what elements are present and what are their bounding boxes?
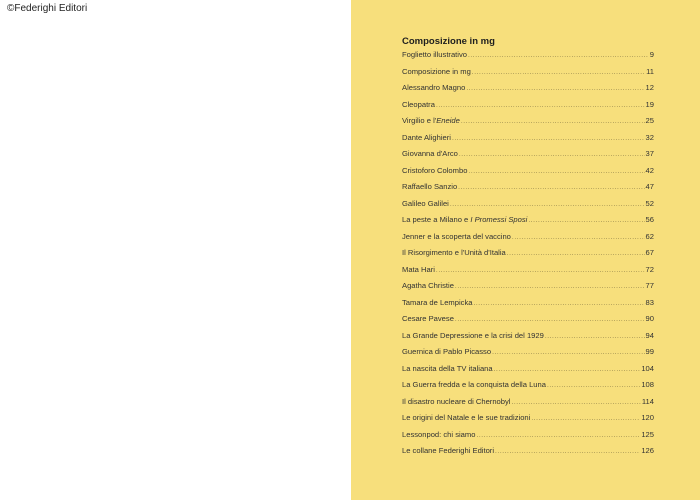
toc-entry-title	[402, 248, 506, 257]
toc-leader-dots	[436, 102, 645, 109]
toc-leader-dots	[466, 85, 644, 92]
toc-entry[interactable]	[402, 199, 654, 216]
toc-entry[interactable]	[402, 380, 654, 397]
toc-entry-title	[402, 314, 454, 323]
toc-entry-title-part: Agatha Christie	[402, 281, 454, 290]
toc-leader-dots	[458, 184, 644, 191]
copyright-notice: ©Federighi Editori	[7, 3, 88, 14]
toc-leader-dots	[528, 217, 644, 224]
toc-entry[interactable]	[402, 116, 654, 133]
toc-entry-page: 42	[645, 165, 654, 175]
toc-leader-dots	[455, 283, 645, 290]
toc-entry-page: 90	[645, 314, 654, 323]
toc-entry-title-part: Galileo Galilei	[402, 198, 449, 208]
toc-entry-page: 125	[641, 429, 654, 439]
toc-entry[interactable]	[402, 83, 654, 100]
toc-entry-page: 94	[645, 330, 654, 340]
toc-entry-title	[402, 380, 546, 389]
toc-entry-title	[402, 133, 451, 142]
toc-entry-title	[402, 413, 530, 422]
toc-entry-page: 56	[645, 215, 654, 224]
toc-entry-title	[402, 100, 435, 109]
toc-title: Composizione in mg	[402, 36, 495, 47]
toc-entry[interactable]	[402, 397, 654, 414]
toc-entry[interactable]	[402, 446, 654, 463]
toc-leader-dots	[474, 300, 645, 307]
toc-entry-page: 9	[649, 50, 654, 59]
toc-entry[interactable]	[402, 298, 654, 315]
toc-leader-dots	[459, 151, 645, 158]
toc-leader-dots	[450, 201, 645, 208]
toc-entry-title	[402, 232, 511, 241]
toc-entry-title	[402, 446, 494, 455]
toc-entry-page: 52	[645, 198, 654, 208]
toc-entry-title-part: Foglietto illustrativo	[402, 50, 467, 59]
toc-entry-page: 99	[645, 347, 654, 356]
toc-entry-title-part: Giovanna d'Arco	[402, 149, 458, 158]
toc-leader-dots	[492, 349, 644, 356]
toc-entry-title-part: Mata Hari	[402, 264, 435, 274]
toc-entry-title	[402, 265, 435, 274]
toc-entry-title-part: La peste a Milano e	[402, 215, 471, 224]
toc-leader-dots	[531, 415, 640, 422]
toc-entry-title-part: Le origini del Natale e le sue tradizioni	[402, 413, 531, 422]
toc-entry-title	[402, 298, 473, 307]
toc-entry-title-part: Guernica di Pablo Picasso	[402, 347, 492, 356]
toc-entry[interactable]	[402, 364, 654, 381]
toc-leader-dots	[512, 234, 645, 241]
toc-entry-title-part: Lessonpod: chi siamo	[402, 429, 476, 439]
toc-entry[interactable]	[402, 133, 654, 150]
toc-entry-title-part: Composizione in mg	[402, 66, 471, 76]
toc-entry[interactable]	[402, 314, 654, 331]
toc-entry-title	[402, 67, 471, 76]
toc-entry-title	[402, 182, 457, 191]
toc-entry-page: 32	[645, 132, 654, 142]
toc-list	[402, 50, 654, 463]
toc-entry-title-part: La Guerra fredda e la conquista della Luna	[402, 380, 546, 389]
toc-leader-dots	[511, 399, 640, 406]
toc-entry-title-part: Alessandro Magno	[402, 83, 466, 92]
toc-leader-dots	[472, 69, 645, 76]
toc-entry[interactable]	[402, 149, 654, 166]
toc-entry-page: 83	[645, 297, 654, 307]
toc-entry[interactable]	[402, 215, 654, 232]
toc-entry-title-part: Jenner e la scoperta del vaccino	[402, 231, 511, 241]
toc-entry-title-italic: Eneide	[436, 116, 460, 125]
toc-entry[interactable]	[402, 248, 654, 265]
toc-entry-page: 47	[645, 182, 654, 191]
toc-entry-page: 126	[641, 446, 654, 455]
toc-entry-title-part: La nascita della TV italiana	[402, 363, 493, 373]
toc-entry-page: 12	[645, 83, 654, 92]
toc-entry[interactable]	[402, 265, 654, 282]
toc-entry-title	[402, 83, 465, 92]
toc-entry-title-part: Il disastro nucleare di Chernobyl	[402, 396, 511, 406]
toc-entry-title	[402, 364, 493, 373]
toc-entry[interactable]	[402, 413, 654, 430]
toc-entry[interactable]	[402, 182, 654, 199]
toc-leader-dots	[495, 448, 640, 455]
toc-leader-dots	[461, 118, 645, 125]
toc-entry[interactable]	[402, 347, 654, 364]
toc-entry-page: 25	[645, 116, 654, 125]
right-page	[351, 0, 700, 500]
toc-entry-title	[402, 397, 510, 406]
toc-entry-title-part: Tamara de Lempicka	[402, 297, 473, 307]
toc-entry-title-part: La Grande Depressione e la crisi del 1929	[402, 330, 544, 340]
toc-entry[interactable]	[402, 50, 654, 67]
toc-entry-page: 37	[645, 149, 654, 158]
toc-entry-page: 120	[641, 413, 654, 422]
toc-entry-title-part: Il Risorgimento e l'Unità d'Italia	[402, 248, 506, 257]
toc-entry-page: 114	[641, 396, 654, 406]
toc-leader-dots	[455, 316, 645, 323]
toc-leader-dots	[468, 52, 649, 59]
toc-entry-title-part: Virgilio e l'	[402, 116, 437, 125]
toc-entry-title	[402, 430, 475, 439]
toc-leader-dots	[507, 250, 645, 257]
toc-entry-title	[402, 166, 467, 175]
toc-entry[interactable]	[402, 67, 654, 84]
toc-entry-title-part: Cleopatra	[402, 99, 435, 109]
toc-entry[interactable]	[402, 232, 654, 249]
toc-entry-title	[402, 331, 544, 340]
toc-entry-title-part: Le collane Federighi Editori	[402, 446, 495, 455]
toc-entry-page: 62	[645, 231, 654, 241]
toc-leader-dots	[545, 333, 645, 340]
toc-entry-title	[402, 199, 449, 208]
toc-entry[interactable]	[402, 281, 654, 298]
toc-entry-title	[402, 215, 527, 224]
toc-entry[interactable]	[402, 331, 654, 348]
toc-entry-title	[402, 281, 454, 290]
toc-entry[interactable]	[402, 166, 654, 183]
toc-entry-title	[402, 149, 458, 158]
toc-leader-dots	[436, 267, 645, 274]
toc-entry-title-part: Cesare Pavese	[402, 314, 454, 323]
toc-entry[interactable]	[402, 100, 654, 117]
toc-entry-page: 104	[641, 363, 654, 373]
toc-entry-title-part: Raffaello Sanzio	[402, 182, 458, 191]
toc-entry-title-part: Dante Alighieri	[402, 132, 451, 142]
toc-leader-dots	[547, 382, 640, 389]
toc-leader-dots	[494, 366, 641, 373]
toc-entry-title-part: Cristoforo Colombo	[402, 165, 468, 175]
toc-leader-dots	[476, 432, 640, 439]
toc-entry-page: 19	[645, 99, 654, 109]
toc-entry-page: 72	[645, 264, 654, 274]
toc-entry-title	[402, 347, 491, 356]
toc-entry-page: 11	[646, 66, 654, 76]
toc-entry-title-italic: I Promessi Sposi	[470, 215, 528, 224]
toc-leader-dots	[452, 135, 645, 142]
toc-entry[interactable]	[402, 430, 654, 447]
toc-entry-page: 77	[645, 281, 654, 290]
toc-leader-dots	[468, 168, 644, 175]
toc-entry-title	[402, 50, 467, 59]
toc-entry-page: 67	[645, 248, 654, 257]
toc-entry-page: 108	[641, 380, 654, 389]
toc-entry-title	[402, 116, 460, 125]
